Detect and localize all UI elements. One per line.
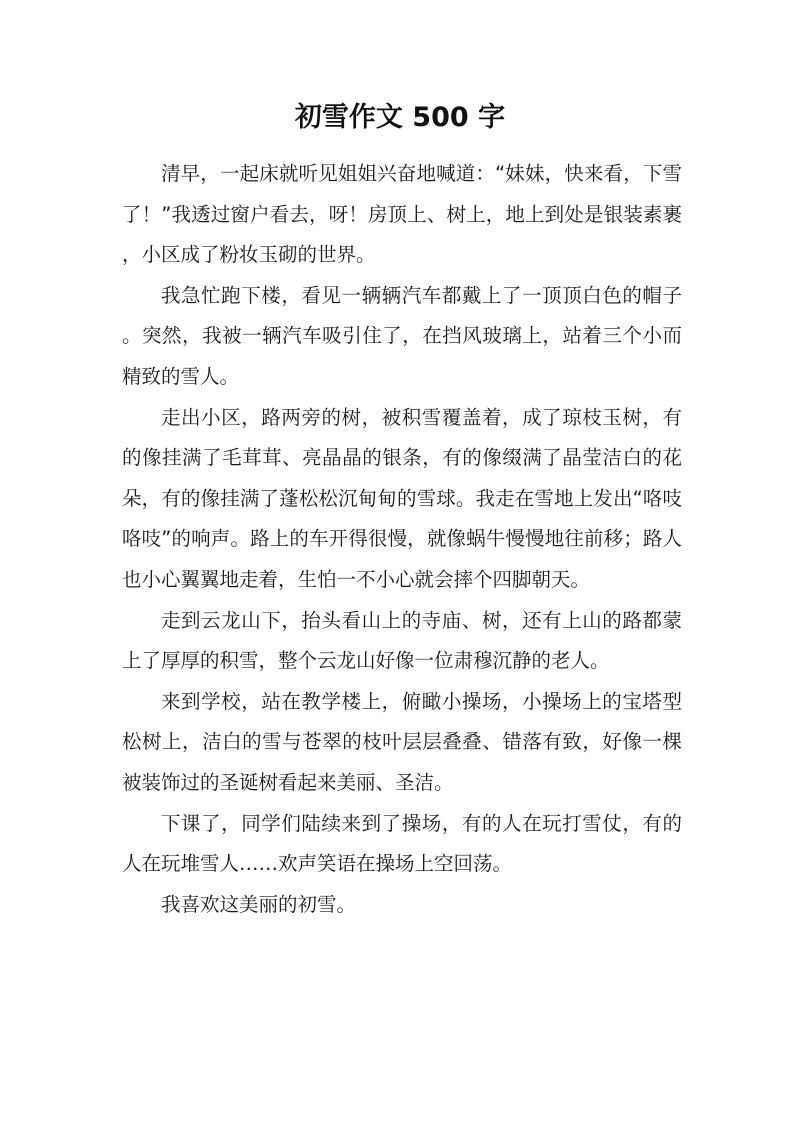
paragraph-2: 我急忙跑下楼，看见一辆辆汽车都戴上了一顶顶白色的帽子。突然，我被一辆汽车吸引住了，在挡风玻璃上，站着三个小而精致的雪人。 (122, 283, 682, 388)
paragraph-3: 走出小区，路两旁的树，被积雪覆盖着，成了琼枝玉树，有的像挂满了毛茸茸、亮晶晶的银条，有的像缀满了晶莹洁白的花朵，有的像挂满了蓬松松沉甸甸的雪球。我走在雪地上发出“咯吱咯吱”的响声。路上的车开得很慢，就像蜗牛慢慢地往前移；路人也小心翼翼地走着，生怕一不小心就会摔个四脚朝天。 (122, 405, 682, 591)
paragraph-6: 下课了，同学们陆续来到了操场，有的人在玩打雪仗，有的人在玩堆雪人……欢声笑语在操场上空回荡。 (122, 811, 682, 876)
paragraph-1: 清早，一起床就听见姐姐兴奋地喊道：“妹妹，快来看，下雪了！”我透过窗户看去，呀！房顶上、树上，地上到处是银装素裹，小区成了粉妆玉砌的世界。 (122, 162, 682, 267)
paragraph-4: 走到云龙山下，抬头看山上的寺庙、树，还有上山的路都蒙上了厚厚的积雪，整个云龙山好像一位肃穆沉静的老人。 (122, 608, 682, 673)
paragraph-5: 来到学校，站在教学楼上，俯瞰小操场，小操场上的宝塔型松树上，洁白的雪与苍翠的枝叶层层叠叠、错落有致，好像一棵被装饰过的圣诞树看起来美丽、圣洁。 (122, 689, 682, 794)
document-title: 初雪作文 500 字 (294, 102, 506, 133)
paragraph-7: 我喜欢这美丽的初雪。 (161, 892, 357, 916)
essay-body (122, 154, 682, 925)
